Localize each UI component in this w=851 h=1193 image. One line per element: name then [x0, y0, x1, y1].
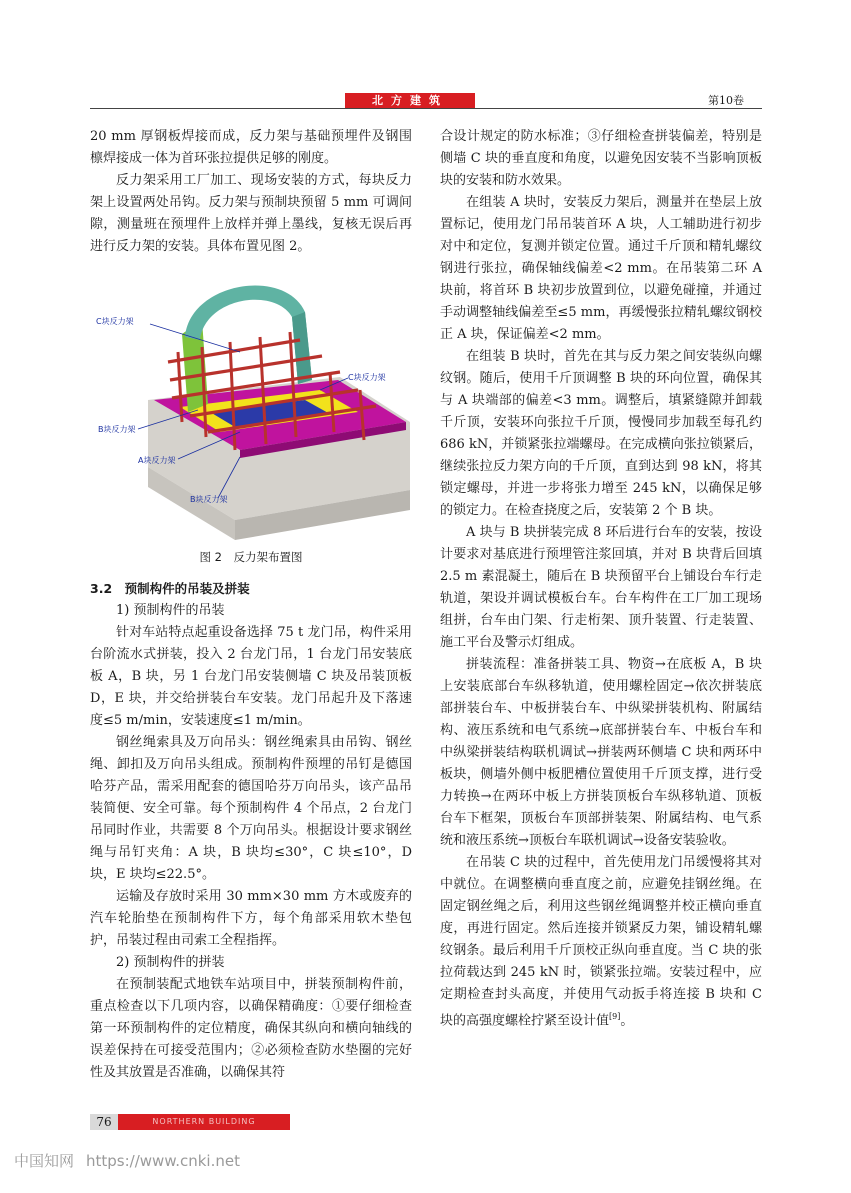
paragraph: 在组装 B 块时，首先在其与反力架之间安装纵向螺纹钢。随后，使用千斤顶调整 B 块的环向位置，确保其与 A 块端部的偏差<3 mm。调整后，填紧缝隙并卸载千斤顶，安装环向张拉千斤顶，慢慢同步加载至每孔约 686 kN，并锁紧张拉端螺母。在完成横向张拉锁紧后，继续张拉反力架方向的千斤顶，直到达到 98 kN，将其锁定螺母，并进一步将张力增至 245 kN，以确保足够的锁定力。在检查挠度之后，安装第 2 个 B 块。: [440, 349, 762, 518]
label-b-block-upper: B块反力架: [98, 425, 136, 434]
reaction-frame-illustration: [90, 272, 412, 542]
watermark-brand: 中国知网: [14, 1152, 75, 1170]
page-number: 76: [90, 1114, 118, 1130]
volume-label: 第10卷: [708, 94, 744, 107]
subsection-heading: 1) 预制构件的吊装: [116, 603, 225, 618]
left-column: [90, 126, 412, 1084]
paragraph: 针对车站特点起重设备选择 75 t 龙门吊，构件采用台阶流水式拼装，投入 2 台龙门吊，1 台龙门吊安装底板 A，B 块，另 1 台龙门吊安装侧墙 C 块及吊装顶板 D，E 块，并交给拼装台车安装。龙门吊起升及下落速度≤5 m/min，安装速度≤1 m/min。: [90, 625, 412, 728]
label-b-block-lower: B块反力架: [190, 495, 228, 504]
label-c-block-right: C块反力架: [348, 373, 386, 382]
paragraph-end: 。: [620, 1013, 634, 1029]
paragraph: A 块与 B 块拼装完成 8 环后进行台车的安装，按设计要求对基底进行预埋管注浆回填，并对 B 块背后回填 2.5 m 素混凝土，随后在 B 块预留平台上铺设台车行走轨道，架设并调试模板台车。台车构件在工厂加工现场组拼，台车由门架、行走桁架、顶升装置、行走装置、施工平台及警示灯组成。: [440, 525, 762, 650]
journal-title: 北方建筑: [372, 94, 448, 107]
subsection-heading: 2) 预制构件的拼装: [116, 955, 225, 970]
arch-side: [292, 312, 312, 384]
section-heading: 3.2 预制构件的吊装及拼装: [90, 581, 250, 596]
paragraph: [440, 852, 762, 1032]
paragraph: 合设计规定的防水标准；③仔细检查拼装偏差，特别是侧墙 C 块的垂直度和角度，以避免因安装不当影响顶板块的安装和防水效果。: [440, 129, 762, 188]
cnki-watermark: [14, 1150, 240, 1171]
paragraph: 在组装 A 块时，安装反力架后，测量并在垫层上放置标记，使用龙门吊吊装首环 A 块，人工辅助进行初步对中和定位，复测并锁定位置。通过千斤顶和精轧螺纹钢进行张拉，确保轴线偏差<2 mm。在吊装第二环 A 块前，将首环 B 块初步放置到位，以避免碰撞，并通过手动调整轴线偏差至≤5 mm，再缓慢张拉精轧螺纹钢校正 A 块，保证偏差<2 mm。: [440, 195, 762, 342]
journal-english-name: NORTHERN BUILDING: [152, 1117, 256, 1126]
paragraph: 钢丝绳索具及万向吊头：钢丝绳索具由吊钩、钢丝绳、卸扣及万向吊头组成。预制构件预埋的吊钉是德国哈芬产品，需采用配套的德国哈芬万向吊头，该产品吊装简便、安全可靠。每个预制构件 4 个吊点，2 台龙门吊同时作业，共需要 8 个万向吊头。根据设计要求钢丝绳与吊钉夹角：A 块，B 块均≤30°，C 块≤10°，D 块，E 块均≤22.5°。: [90, 735, 412, 882]
paragraph: 运输及存放时采用 30 mm×30 mm 方木或废弃的汽车轮胎垫在预制构件下方，每个角部采用软木垫包护，吊装过程由司索工全程指挥。: [90, 889, 412, 948]
paragraph: 20 mm 厚钢板焊接而成，反力架与基础预埋件及钢围檩焊接成一体为首环张拉提供足够的刚度。: [90, 129, 412, 166]
paragraph: 在预制装配式地铁车站项目中，拼装预制构件前，重点检查以下几项内容，以确保精确度：①要仔细检查第一环预制构件的定位精度，确保其纵向和横向轴线的误差保持在可接受范围内；②必须检查防水垫圈的完好性及其放置是否准确，以确保其符: [90, 977, 412, 1080]
watermark-url[interactable]: https://www.cnki.net: [86, 1152, 240, 1170]
paragraph-text: 在吊装 C 块的过程中，首先使用龙门吊缓慢将其对中就位。在调整横向垂直度之前，应避免挂钢丝绳。在固定钢丝绳之后，利用这些钢丝绳调整并校正横向垂直度，再进行固定。然后连接并锁紧反力架，铺设精轧螺纹钢条。最后利用千斤顶校正纵向垂直度。当 C 块的张拉荷载达到 245 kN 时，锁紧张拉端。安装过程中，应定期检查封头高度，并使用气动扳手将连接 B 块和 C 块的高强度螺栓拧紧至设计值: [440, 855, 762, 1029]
figure-caption: 图 2 反力架布置图: [199, 550, 303, 564]
citation-ref[interactable]: [9]: [609, 1012, 621, 1021]
figure-2: [90, 272, 412, 542]
label-a-block: A块反力架: [138, 456, 176, 465]
right-column: [440, 126, 762, 1032]
paragraph: 拼装流程：准备拼装工具、物资→在底板 A，B 块上安装底部台车纵移轨道，使用螺栓固定→依次拼装底部拼装台车、中板拼装台车、中纵梁拼装机构、附属结构、液压系统和电气系统→底部拼装台车、中板台车和中纵梁拼装结构联机调试→拼装两环侧墙 C 块和两环中板块，侧墙外侧中板肥槽位置使用千斤顶支撑，进行受力转换→在两环中板上方拼装顶板台车纵移轨道、顶板台车下框架，顶板台车顶部拼装架、附属结构、电气系统和液压系统→顶板台车联机调试→设备安装验收。: [440, 657, 762, 848]
header-divider: [90, 108, 762, 109]
label-c-block-left: C块反力架: [96, 317, 134, 326]
paragraph: 反力架采用工厂加工、现场安装的方式，每块反力架上设置两处吊钩。反力架与预制块预留 5 mm 可调间隙，测量班在预埋件上放样并弹上墨线，复核无误后再进行反力架的安装。具体布置见图 2。: [90, 173, 412, 254]
